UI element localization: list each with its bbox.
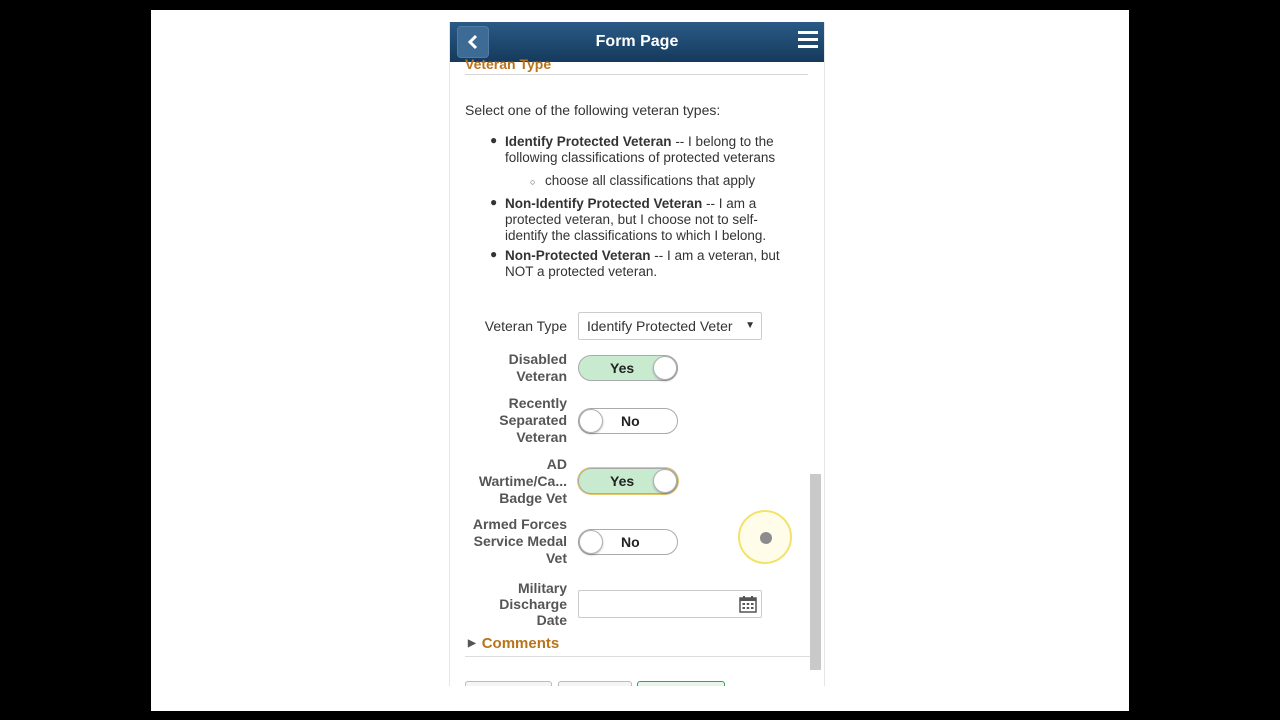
list-item: Identify Protected Veteran -- I belong to the following classifications of protected veterans <box>505 134 776 165</box>
divider <box>465 656 810 657</box>
discharge-date-input[interactable] <box>578 590 762 618</box>
list-item: choose all classifications that apply <box>545 173 756 188</box>
recently-separated-label: Recently Separated Veteran <box>499 395 567 445</box>
list-item: Non-Identify Protected Veteran -- I am a protected veteran, but I choose not to self- identify the classifications to which I belong. <box>505 196 767 243</box>
armed-forces-label: Armed Forces Service Medal Vet <box>472 516 567 566</box>
comments-section-toggle[interactable]: ▶ Comments <box>468 635 560 652</box>
list-item: Non-Protected Veteran -- I am a veteran, but NOT a protected veteran. <box>505 248 780 279</box>
veteran-type-select[interactable]: Identify Protected Veter ▼ <box>578 312 762 340</box>
dropdown-arrow-icon: ▼ <box>745 320 755 331</box>
discharge-date-label: Military Discharge Date <box>499 580 567 628</box>
toggle-knob <box>653 356 677 380</box>
intro-text: Select one of the following veteran types: <box>465 102 721 118</box>
disabled-veteran-toggle[interactable]: Yes <box>578 355 678 381</box>
cursor-highlight <box>738 510 792 564</box>
toggle-knob <box>579 409 603 433</box>
toggle-knob <box>579 530 603 554</box>
recently-separated-toggle[interactable]: No <box>578 408 678 434</box>
footer-button-2[interactable] <box>558 681 632 686</box>
footer-button-3[interactable] <box>637 681 725 686</box>
scrollbar[interactable] <box>810 474 821 670</box>
ad-wartime-label: AD Wartime/Ca... Badge Vet <box>478 456 567 506</box>
armed-forces-toggle[interactable]: No <box>578 529 678 555</box>
section-title: Veteran Type <box>465 54 808 75</box>
disabled-veteran-label: Disabled Veteran <box>508 351 567 384</box>
ad-wartime-toggle[interactable]: Yes <box>578 468 678 494</box>
footer-button-1[interactable] <box>465 681 552 686</box>
mobile-form: Form Page Veteran Type Select one of the following veteran types: ● Identify Protected Veteran -- I belong to the following classifications of protected veterans ○ choose all classifications that apply ● Non-Identify Protected Veteran -- I am a protected veteran, but I choose not to self- identify the classifications to which I belong. ● Non-Protected Veteran -- I am a veteran, but NOT a protected veteran. Veteran Type Identify Protected Veter ▼ Disabled Veteran Yes Recently Separated Veteran No AD Wartime/Ca... Badge Vet Yes Armed Forces Service Medal Vet No Military Discharge Date ▶ Comments <box>449 22 825 686</box>
veteran-type-label: Veteran Type <box>484 318 567 334</box>
hamburger-menu-icon[interactable] <box>798 31 818 51</box>
expand-triangle-icon: ▶ <box>468 638 476 649</box>
calendar-icon[interactable] <box>739 595 757 613</box>
page-title: Form Page <box>595 33 679 50</box>
toggle-knob <box>653 469 677 493</box>
